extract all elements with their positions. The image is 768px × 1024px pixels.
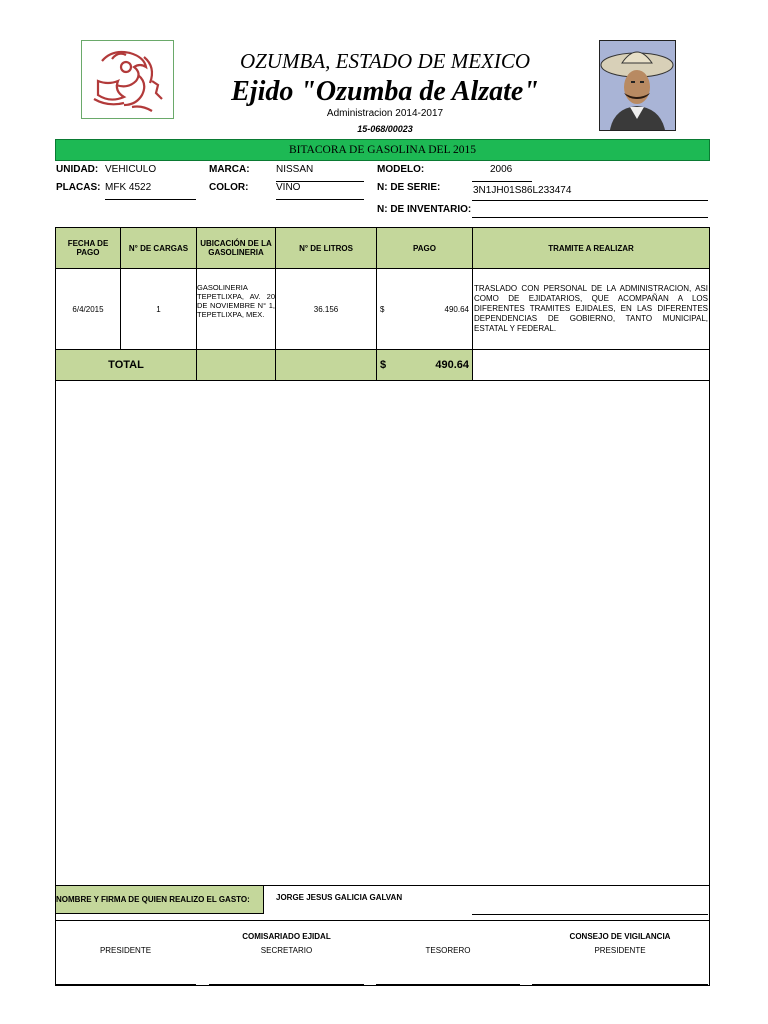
- modelo-label: MODELO:: [377, 164, 425, 175]
- header-administration: Administracion 2014-2017: [326, 108, 444, 119]
- consejo-presidente-label: PRESIDENTE: [594, 946, 646, 955]
- firma-label: NOMBRE Y FIRMA DE QUIEN REALIZO EL GASTO:: [56, 895, 250, 904]
- serie-underline: [472, 199, 708, 201]
- tesorero-label: TESORERO: [425, 946, 471, 955]
- total-label: TOTAL: [56, 350, 197, 381]
- cell-litros: 36.156: [276, 269, 377, 350]
- header-ubicacion: UBICACIÓN DE LA GASOLINERIA: [197, 228, 276, 269]
- header-cargas: N° DE CARGAS: [121, 228, 197, 269]
- color-label: COLOR:: [209, 182, 249, 193]
- portrait-image: [599, 40, 676, 131]
- total-amount: 490.64: [435, 359, 469, 371]
- modelo-underline: [472, 180, 532, 182]
- serie-label: N: DE SERIE:: [377, 182, 441, 193]
- header-code: 15-068/00023: [357, 124, 413, 134]
- cell-fecha: 6/4/2015: [56, 269, 121, 350]
- serie-value: 3N1JH01S86L233474: [473, 185, 572, 196]
- inventario-label: N: DE INVENTARIO:: [377, 204, 472, 215]
- color-underline: [276, 198, 364, 200]
- fuel-log-table: [55, 227, 710, 381]
- header-litros: N° DE LITROS: [276, 228, 377, 269]
- comisariado-heading: COMISARIADO EJIDAL: [242, 932, 331, 941]
- header-location: OZUMBA, ESTADO DE MEXICO: [239, 49, 531, 73]
- total-currency: $: [380, 359, 387, 371]
- presidente-label: PRESIDENTE: [99, 946, 152, 955]
- marca-label: MARCA:: [209, 164, 250, 175]
- header-fecha: FECHA DE PAGO: [56, 228, 121, 269]
- presidente-signature-line: [55, 983, 196, 985]
- log-banner: BITACORA DE GASOLINA DEL 2015: [55, 139, 710, 161]
- header-tramite: TRAMITE A REALIZAR: [473, 228, 710, 269]
- placas-underline: [105, 198, 196, 200]
- color-value: VINO: [276, 182, 301, 193]
- tesorero-signature-line: [376, 983, 520, 985]
- secretario-label: SECRETARIO: [260, 946, 313, 955]
- header-pago: PAGO: [377, 228, 473, 269]
- placas-label: PLACAS:: [56, 182, 101, 193]
- unidad-value: VEHICULO: [105, 164, 157, 175]
- modelo-value: 2006: [490, 164, 513, 175]
- cell-tramite: TRASLADO CON PERSONAL DE LA ADMINISTRACION, ASI COMO DE EJIDATARIOS, QUE ACOMPAÑAN A LOS DIFERENTES TRAMITES EJIDALES, EN LAS DIFERENTES DEPENDENCIAS DE GOBIERNO, TANTO MUNICIPAL, ESTATAL Y FEDERAL.: [473, 269, 710, 350]
- table-row: [56, 269, 710, 350]
- pago-amount: 490.64: [444, 304, 469, 314]
- firma-label-box: [55, 885, 264, 914]
- header-title: Ejido "Ozumba de Alzate": [231, 76, 539, 107]
- signature-divider: [55, 920, 709, 921]
- cell-pago: [377, 269, 473, 350]
- firma-name: JORGE JESUS GALICIA GALVAN: [276, 893, 403, 902]
- unidad-label: UNIDAD:: [56, 164, 99, 175]
- log-body-area: [55, 368, 710, 885]
- placas-value: MFK 4522: [105, 182, 152, 193]
- marca-value: NISSAN: [276, 164, 314, 175]
- inventario-underline: [472, 216, 708, 218]
- cell-cargas: 1: [121, 269, 197, 350]
- consejo-heading: CONSEJO DE VIGILANCIA: [569, 932, 671, 941]
- cell-ubicacion: GASOLINERIA TEPETLIXPA, AV. 20 DE NOVIEMBRE N° 1, TEPETLIXPA, MEX.: [197, 269, 276, 350]
- consejo-signature-line: [532, 983, 708, 985]
- pago-currency: $: [380, 304, 385, 314]
- secretario-signature-line: [209, 983, 364, 985]
- firma-underline: [472, 913, 708, 915]
